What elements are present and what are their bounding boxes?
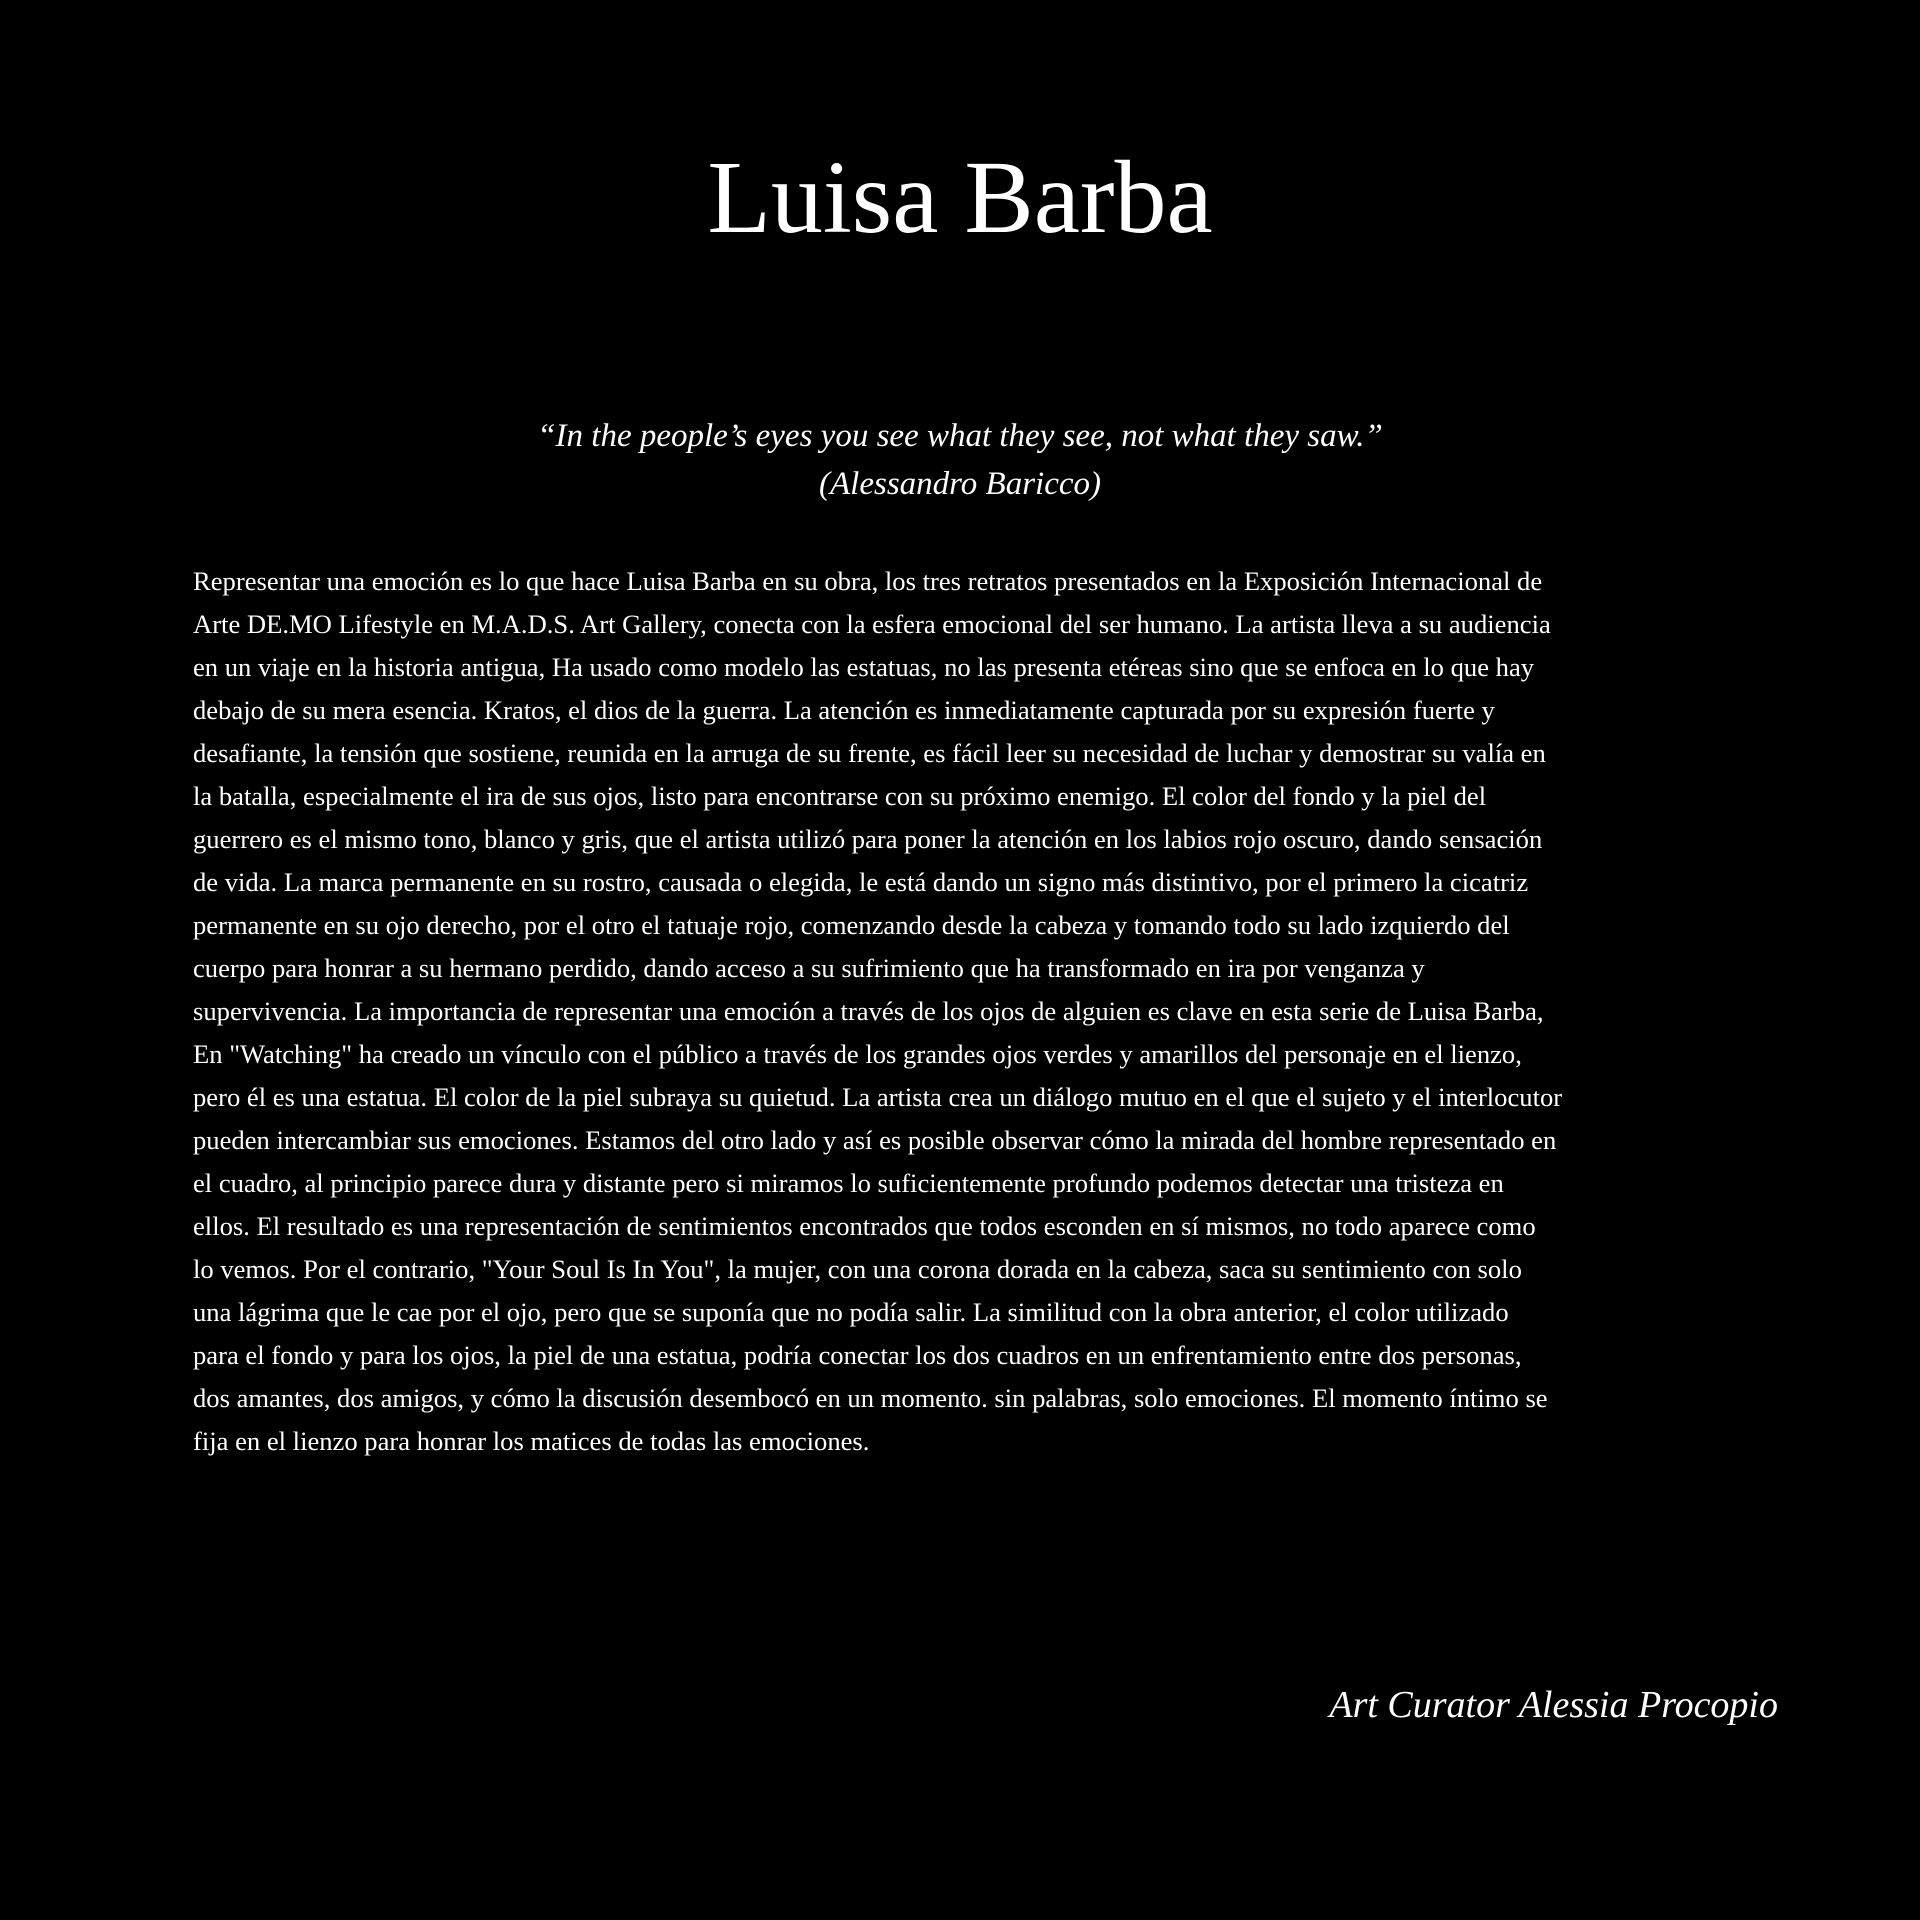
body-paragraph: Representar una emoción es lo que hace Luisa Barba en su obra, los tres retratos presentados en la Exposición Internacional de Arte DE.MO Lifestyle en M.A.D.S. Art Gallery, conecta con la esfera emocional del ser humano. La artista lleva a su audiencia en un viaje en la historia antigua, Ha usado como modelo las estatuas, no las presenta etéreas sino que se enfoca en lo que hay debajo de su mera esencia. Kratos, el dios de la guerra. La atención es inmediatamente capturada por su expresión fuerte y desafiante, la tensión que sostiene, reunida en la arruga de su frente, es fácil leer su necesidad de luchar y demostrar su valía en la batalla, especialmente el ira de sus ojos, listo para encontrarse con su próximo enemigo. El color del fondo y la piel del guerrero es el mismo tono, blanco y gris, que el artista utilizó para poner la atención en los labios rojo oscuro, dando sensación de vida. La marca permanente en su rostro, causada o elegida, le está dando un signo más distintivo, por el primero la cicatriz permanente en su ojo derecho, por el otro el tatuaje rojo, comenzando desde la cabeza y tomando todo su lado izquierdo del cuerpo para honrar a su hermano perdido, dando acceso a su sufrimiento que ha transformado en ira por venganza y supervivencia. La importancia de representar una emoción a través de los ojos de alguien es clave en esta serie de Luisa Barba, En "Watching" ha creado un vínculo con el público a través de los grandes ojos verdes y amarillos del personaje en el lienzo, pero él es una estatua. El color de la piel subraya su quietud. La artista crea un diálogo mutuo en el que el sujeto y el interlocutor pueden intercambiar sus emociones. Estamos del otro lado y así es posible observar cómo la mirada del hombre representado en el cuadro, al principio parece dura y distante pero si miramos lo suficientemente profundo podemos detectar una tristeza en ellos. El resultado es una representación de sentimientos encontrados que todos esconden en sí mismos, no todo aparece como lo vemos. Por el contrario, "Your Soul Is In You", la mujer, con una corona dorada en la cabeza, saca su sentimiento con solo una lágrima que le cae por el ojo, pero que se suponía que no podía salir. La similitud con la obra anterior, el color utilizado para el fondo y para los ojos, la piel de una estatua, podría conectar los dos cuadros en un enfrentamiento entre dos personas, dos amantes, dos amigos, y cómo la discusión desembocó en un momento. sin palabras, solo emociones. El momento íntimo se fija en el lienzo para honrar los matices de todas las emociones.	[193, 566, 1563, 1456]
page-title: Luisa Barba	[707, 140, 1213, 255]
epigraph-quote: “In the people’s eyes you see what they see, not what they saw.”	[537, 418, 1383, 454]
epigraph-author: (Alessandro Baricco)	[819, 466, 1101, 502]
epigraph	[0, 412, 1920, 508]
curator-signature: Art Curator Alessia Procopio	[1329, 1684, 1778, 1726]
